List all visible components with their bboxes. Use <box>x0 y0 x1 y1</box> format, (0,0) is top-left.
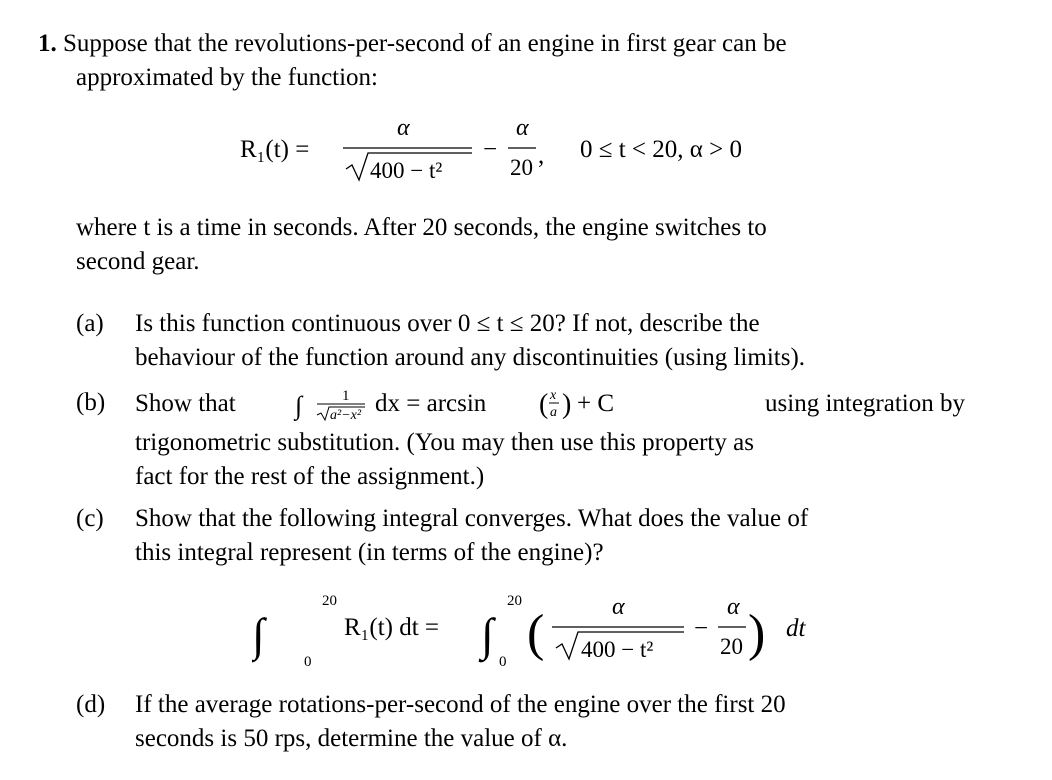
part-b-paren-close: ) <box>562 389 572 420</box>
eq2-paren-open: ( <box>527 605 545 662</box>
eq2-minus: − <box>694 615 709 642</box>
eq2-upper-1: 20 <box>322 593 337 609</box>
eq1-alpha: α <box>397 115 410 141</box>
eq2-dt: dt <box>786 615 806 642</box>
eq1-den-20: 20 <box>510 155 533 180</box>
intro-line-1: Suppose that the revolutions-per-second of an engine in first gear can be <box>63 30 787 57</box>
eq2-integrand-lhs: R₁(t) dt = <box>344 614 440 641</box>
question-number: 1. <box>38 30 57 57</box>
part-b-line-3: fact for the rest of the assignment.) <box>135 463 485 490</box>
eq2-integral-sign-2: ∫ <box>481 609 494 660</box>
part-d-line-1: If the average rotations-per-second of the engine over the first 20 <box>135 691 786 718</box>
where-line-2: second gear. <box>76 248 200 275</box>
eq2-alpha: α <box>612 594 625 620</box>
part-b-tail: using integration by <box>765 390 965 417</box>
part-c-line-2: this integral represent (in terms of the engine)? <box>135 539 604 566</box>
part-b-line-2: trigonometric substitution. (You may then use this property as <box>135 429 754 456</box>
part-a-line-2: behaviour of the function around any discontinuities (using limits). <box>135 344 806 371</box>
part-d-line-2: seconds is 50 rps, determine the value of α. <box>135 725 568 752</box>
part-b-show-that: Show that <box>135 390 236 417</box>
eq2-integral-sign-1: ∫ <box>252 609 265 660</box>
eq2-lower-2: 0 <box>499 654 507 670</box>
eq2-upper-2: 20 <box>507 593 522 609</box>
part-b-frac-x: x <box>550 388 557 403</box>
part-a-line-1: Is this function continuous over 0 ≤ t ≤ 20? If not, describe the <box>135 310 760 337</box>
part-b-paren-open: ( <box>539 389 549 420</box>
eq2-alpha-2: α <box>727 594 740 620</box>
eq2-sqrt-arg: 400 − t² <box>581 637 654 662</box>
part-d-label: (d) <box>76 691 106 718</box>
eq1-minus: − <box>483 136 498 163</box>
equation-integral <box>252 590 832 672</box>
part-b-integral-sign: ∫ <box>295 391 303 420</box>
part-d <box>76 688 966 756</box>
eq2-den-20: 20 <box>720 634 743 659</box>
part-b-dx-arcsin: dx = arcsin <box>375 390 487 417</box>
part-b-frac-num: 1 <box>342 388 350 404</box>
part-b-frac-a: a <box>550 405 557 420</box>
part-b <box>76 386 966 494</box>
part-b-frac-den: a²−x² <box>330 408 362 422</box>
part-c <box>76 502 966 570</box>
part-a <box>76 307 966 375</box>
eq1-domain: 0 ≤ t < 20, α > 0 <box>580 136 742 163</box>
eq1-sqrt-arg: 400 − t² <box>370 158 443 183</box>
where-line-1: where t is a time in seconds. After 20 seconds, the engine switches to <box>76 214 767 241</box>
part-b-plus-c: + C <box>577 390 615 417</box>
equation-r1 <box>240 115 840 185</box>
part-c-label: (c) <box>76 505 104 532</box>
eq1-alpha-2: α <box>516 115 529 141</box>
part-a-label: (a) <box>76 310 104 337</box>
part-b-label: (b) <box>76 389 106 416</box>
eq2-paren-close: ) <box>748 605 766 662</box>
eq1-comma: , <box>538 142 545 169</box>
eq1-lhs: R₁(t) = <box>240 136 310 163</box>
part-b-formula-line <box>135 386 966 422</box>
where-text <box>76 211 966 279</box>
part-c-line-1: Show that the following integral converges. What does the value of <box>135 505 809 532</box>
question-intro <box>38 27 968 95</box>
intro-line-2: approximated by the function: <box>76 64 379 91</box>
eq2-lower-1: 0 <box>304 654 312 670</box>
